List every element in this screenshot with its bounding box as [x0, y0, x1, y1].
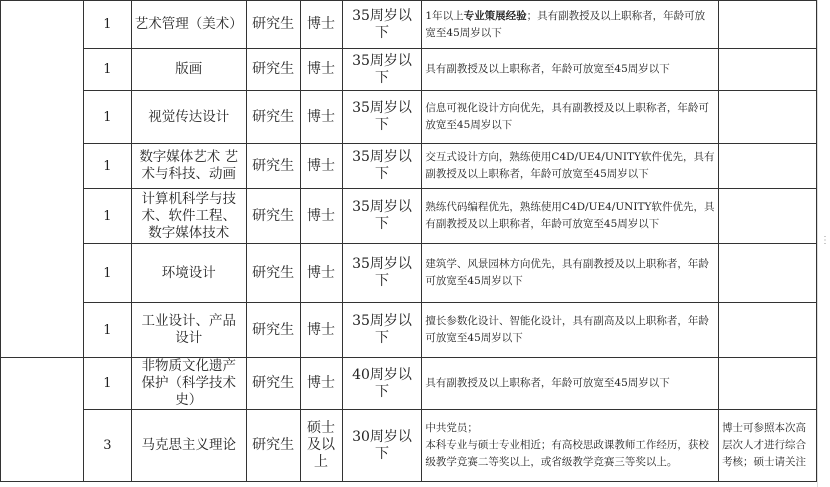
note-cell [719, 358, 817, 410]
requirement-line: 中共党员； [425, 422, 478, 434]
note-cell: 博士可参照本次高层次人才进行综合考核；硕士请关注 [719, 410, 817, 482]
requirement-cell [422, 1, 719, 49]
degree-cell: 博士 [300, 358, 342, 410]
education-cell: 研究生 [246, 358, 300, 410]
degree-cell: 博士 [300, 1, 342, 49]
table-row [1, 189, 817, 244]
count-cell: 1 [83, 244, 131, 303]
education-cell: 研究生 [246, 410, 300, 482]
degree-cell: 博士 [300, 303, 342, 358]
requirement-cell [422, 410, 719, 482]
requirement-cell: 交互式设计方向，熟练使用C4D/UE4/UNITY软件优先，具有副教授及以上职称者，年龄可放宽至45周岁以下 [422, 144, 719, 189]
major-cell: 马克思主义理论 [131, 410, 246, 482]
education-cell: 研究生 [246, 49, 300, 91]
scroll-handle[interactable]: ⋮ [820, 235, 830, 246]
major-cell: 视觉传达设计 [131, 91, 246, 144]
education-cell: 研究生 [246, 189, 300, 244]
age-cell: 35周岁以下 [342, 244, 422, 303]
education-cell: 研究生 [246, 91, 300, 144]
education-cell: 研究生 [246, 1, 300, 49]
age-cell: 35周岁以下 [342, 1, 422, 49]
major-cell: 非物质文化遗产保护（科学技术史） [131, 358, 246, 410]
requirement-cell: 信息可视化设计方向优先，具有副教授及以上职称者，年龄可放宽至45周岁以下 [422, 91, 719, 144]
note-cell [719, 144, 817, 189]
education-cell: 研究生 [246, 303, 300, 358]
degree-cell: 博士 [300, 49, 342, 91]
note-cell [719, 1, 817, 49]
note-cell [719, 244, 817, 303]
table-row [1, 49, 817, 91]
education-cell: 研究生 [246, 244, 300, 303]
requirement-prefix: 1年以上 [425, 9, 464, 22]
table-row [1, 303, 817, 358]
note-cell [719, 91, 817, 144]
degree-cell: 博士 [300, 189, 342, 244]
table-row [1, 358, 817, 410]
note-cell [719, 189, 817, 244]
major-cell: 艺术管理（美术） [131, 1, 246, 49]
major-cell: 计算机科学与技术、软件工程、数字媒体技术 [131, 189, 246, 244]
count-cell: 1 [83, 49, 131, 91]
degree-cell: 博士 [300, 144, 342, 189]
table-row [1, 244, 817, 303]
degree-cell: 硕士及以上 [300, 410, 342, 482]
age-cell: 35周岁以下 [342, 144, 422, 189]
age-cell: 35周岁以下 [342, 303, 422, 358]
department-cell [1, 358, 84, 482]
education-cell: 研究生 [246, 144, 300, 189]
window-edge [817, 0, 818, 487]
department-cell [1, 1, 84, 358]
count-cell: 1 [83, 144, 131, 189]
count-cell: 1 [83, 1, 131, 49]
age-cell: 35周岁以下 [342, 49, 422, 91]
count-cell: 3 [83, 410, 131, 482]
table-row [1, 1, 817, 49]
count-cell: 1 [83, 303, 131, 358]
degree-cell: 博士 [300, 244, 342, 303]
note-cell [719, 303, 817, 358]
degree-cell: 博士 [300, 91, 342, 144]
table-row [1, 91, 817, 144]
major-cell: 工业设计、产品设计 [131, 303, 246, 358]
requirement-bold-text: 专业策展经验 [463, 9, 527, 22]
age-cell: 30周岁以下 [342, 410, 422, 482]
requirement-rest: ；具有副教授及以上职称者，年龄可放宽至45周岁以下 [425, 9, 706, 39]
major-cell: 环境设计 [131, 244, 246, 303]
requirement-cell: 建筑学、风景园林方向优先，具有副教授及以上职称者，年龄可放宽至45周岁以下 [422, 244, 719, 303]
count-cell: 1 [83, 189, 131, 244]
requirement-cell: 具有副教授及以上职称者，年龄可放宽至45周岁以下 [422, 358, 719, 410]
requirement-cell: 熟练代码编程优先，熟练使用C4D/UE4/UNITY软件优先，具有副教授及以上职称者，年龄可放宽至45周岁以下 [422, 189, 719, 244]
count-cell: 1 [83, 358, 131, 410]
requirement-line: 本科专业与硕士专业相近；有高校思政课教师工作经历，获校级教学竞赛二等奖以上，或省级教学竞赛三等奖以上。 [425, 439, 709, 468]
requirement-cell: 擅长参数化设计、智能化设计，具有副高及以上职称者，年龄可放宽至45周岁以下 [422, 303, 719, 358]
major-cell: 版画 [131, 49, 246, 91]
table-row [1, 410, 817, 482]
count-cell: 1 [83, 91, 131, 144]
table-row [1, 144, 817, 189]
major-cell: 数字媒体艺术 艺术与科技、动画 [131, 144, 246, 189]
requirement-cell: 具有副教授及以上职称者，年龄可放宽至45周岁以下 [422, 49, 719, 91]
note-cell [719, 49, 817, 91]
age-cell: 40周岁以下 [342, 358, 422, 410]
age-cell: 35周岁以下 [342, 91, 422, 144]
age-cell: 35周岁以下 [342, 189, 422, 244]
